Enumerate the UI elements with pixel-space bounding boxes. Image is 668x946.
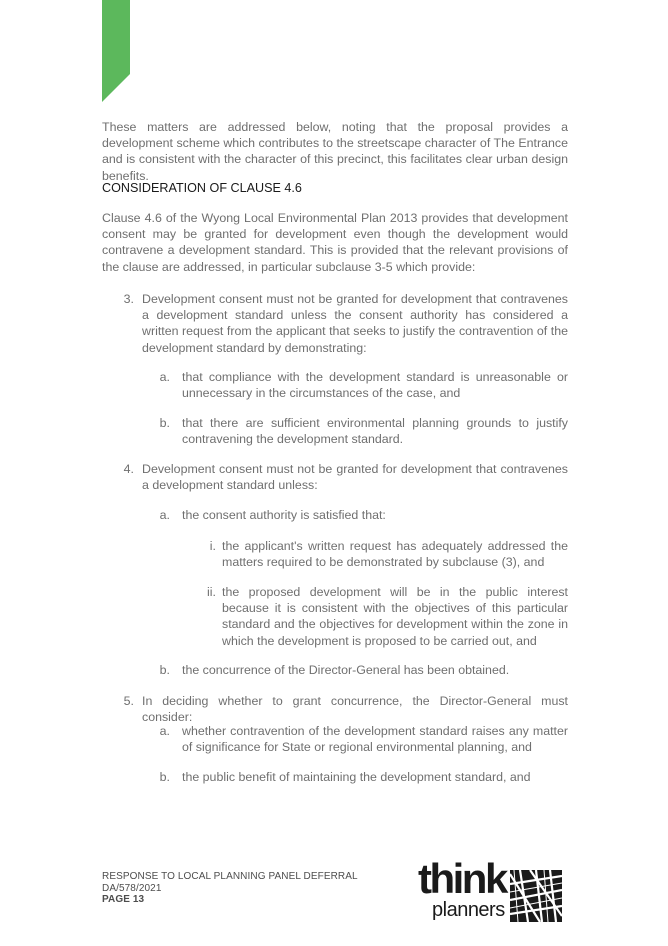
list-item: Development consent must not be granted for development that contravenes a development standard unless: <box>142 462 568 493</box>
list-roman: ii. <box>207 585 216 599</box>
list-item: the applicant's written request has adequately addressed the matters required to be demonstrated by subclause (3), and <box>222 539 568 570</box>
list-item: that there are sufficient environmental planning grounds to justify contravening the development standard. <box>182 416 568 447</box>
green-accent-shape <box>0 0 140 105</box>
logo-word-planners: planners <box>432 899 505 921</box>
list-letter: b. <box>159 770 170 784</box>
list-item: that compliance with the development standard is unreasonable or unnecessary in the circumstances of the case, and <box>182 370 568 401</box>
list-item: the public benefit of maintaining the development standard, and <box>182 770 531 784</box>
list-letter: b. <box>159 663 170 677</box>
list-number: 3. <box>123 292 134 306</box>
footer-page-number: PAGE 13 <box>102 894 145 906</box>
list-number: 4. <box>123 462 134 476</box>
list-item: the concurrence of the Director-General has been obtained. <box>182 663 510 677</box>
footer-reference: DA/578/2021 <box>102 882 162 894</box>
page-footer <box>102 871 358 906</box>
list-roman: i. <box>209 539 216 553</box>
clause-paragraph: Clause 4.6 of the Wyong Local Environmental Plan 2013 provides that development consent may be granted for development even though the development would contravene a development standard. This is provided that the relevant provisions of the clause are addressed, in particular subclause 3-5 which provide: <box>102 211 568 274</box>
list-letter: b. <box>159 416 170 430</box>
list-item: whether contravention of the development standard raises any matter of significance for State or regional environmental planning, and <box>182 724 568 755</box>
list-item: Development consent must not be granted for development that contravenes a development standard unless the consent authority has considered a written request from the applicant that seeks to justify the contravention of the development standard by demonstrating: <box>142 292 568 355</box>
list-letter: a. <box>159 508 170 522</box>
map-grid-icon <box>510 870 562 922</box>
list-item: the proposed development will be in the public interest because it is consistent with the objectives of this particular standard and the objectives for development within the zone in which the development is proposed to be carried out, and <box>222 585 568 648</box>
list-letter: a. <box>159 370 170 384</box>
think-planners-logo <box>418 855 566 926</box>
list-letter: a. <box>159 724 170 738</box>
section-heading: CONSIDERATION OF CLAUSE 4.6 <box>102 181 302 195</box>
footer-title: RESPONSE TO LOCAL PLANNING PANEL DEFERRAL <box>102 871 358 882</box>
list-item: the consent authority is satisfied that: <box>182 508 386 522</box>
intro-paragraph: These matters are addressed below, noting that the proposal provides a development scheme which contributes to the streetscape character of The Entrance and is consistent with the character of this precinct, this facilitates clear urban design benefits. <box>102 120 568 183</box>
logo-word-think: think <box>418 855 506 902</box>
list-item: In deciding whether to grant concurrence, the Director-General must consider: <box>142 694 568 725</box>
list-number: 5. <box>123 694 134 708</box>
